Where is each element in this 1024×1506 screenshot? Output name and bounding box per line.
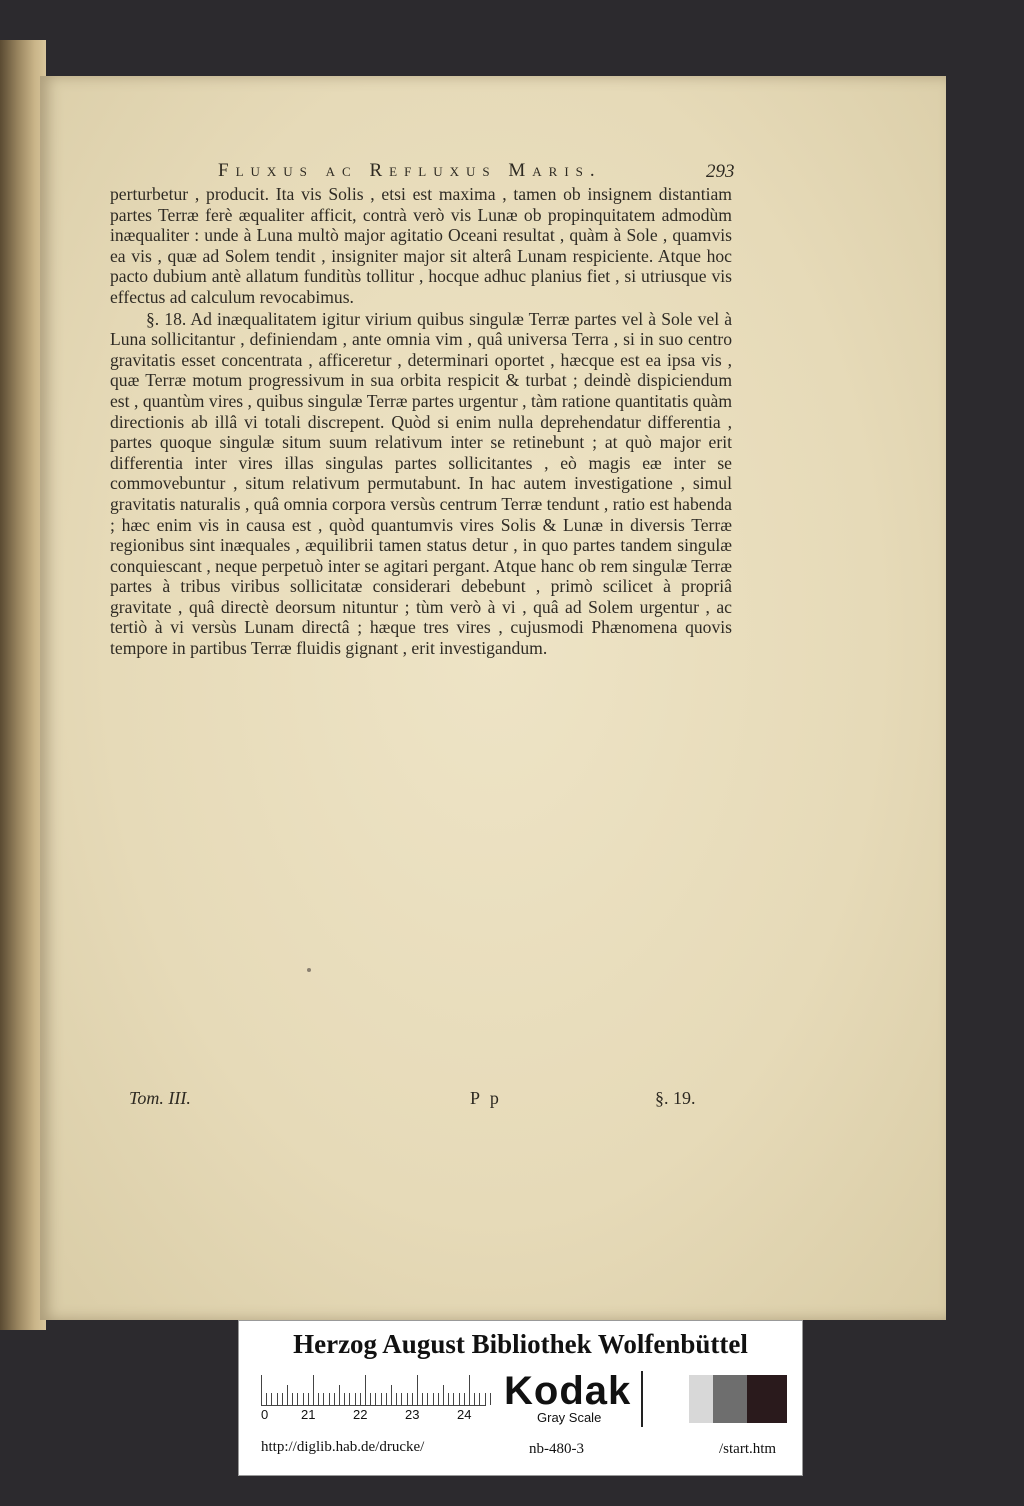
scale-tick: [469, 1375, 470, 1405]
scale-tick: [396, 1393, 397, 1405]
scale-number: 23: [405, 1407, 420, 1422]
gray-swatches: [665, 1375, 787, 1423]
swatch-light: [689, 1375, 713, 1423]
scale-tick: [438, 1393, 439, 1405]
label-start: /start.htm: [719, 1441, 777, 1457]
scale-tick: [266, 1393, 267, 1405]
scale-tick: [453, 1393, 454, 1405]
measure-scale: [261, 1371, 486, 1406]
scale-tick: [422, 1393, 423, 1405]
scale-tick: [386, 1393, 387, 1405]
scale-tick: [308, 1393, 309, 1405]
scale-tick: [464, 1393, 465, 1405]
scale-tick: [407, 1393, 408, 1405]
scale-number: 22: [353, 1407, 368, 1422]
label-url: http://diglib.hab.de/drucke/: [261, 1439, 425, 1455]
divider: [641, 1371, 643, 1427]
scale-tick: [329, 1393, 330, 1405]
scale-tick: [292, 1393, 293, 1405]
paragraph-2: §. 18. Ad inæqualitatem igitur virium quibus singulæ Terræ partes vel à Sole vel à Luna sollicitantur , definiendam , ante omnia vim , quâ universa Terra , si in suo centro gravitatis esset concentrata , afficeretur , determinari oportet , hæcque est ea ipsa vis , quæ Terræ motum progressivum in sua orbita respicit & turbat ; deindè dispiciendum est , quantùm vires , quibus singulæ Terræ partes urgentur , tàm ratione quantitatis quàm directionis ab illâ vi totali discrepent. Quòd si enim nulla deprehendatur differentia , partes quoque singulæ situm suum relativum inter se retinebunt ; at quò major erit differentia inter vires illas singulas partes sollicitantes , eò magis eæ inter se commovebuntur , situm relativum permutabunt. In hac autem investigatione , simul gravitatis naturalis , quâ omnia corpora versùs centrum Terræ tendunt , ratio est habenda ; hæc enim vis in causa est , quòd quantumvis vires Solis & Lunæ in diversis Terræ regionibus sint inæquales , æquilibrii tamen status detur , in quo partes tandem singulæ conquiescant , neque perpetuò inter se agitari pergant. Atque hanc ob rem singulæ Terræ partes à tribus viribus sollicitatæ considerari debebunt , primò scilicet à propriâ gravitate , quâ directè deorsum nituntur ; tùm verò à vi , quâ ad Solem urgentur , ac tertiò à vi versùs Lunam directâ ; hæque tres vires , cujusmodi Phænomena quovis tempore in partibus Terræ fluidis gignant , erit investigandum.: [110, 308, 732, 659]
scale-tick: [401, 1393, 402, 1405]
scale-tick: [370, 1393, 371, 1405]
scale-tick: [485, 1393, 486, 1405]
scale-tick: [381, 1393, 382, 1405]
scale-tick: [448, 1393, 449, 1405]
scale-tick: [323, 1393, 324, 1405]
scale-tick: [443, 1385, 444, 1405]
scale-tick: [427, 1393, 428, 1405]
scale-tick: [297, 1393, 298, 1405]
scale-tick: [355, 1393, 356, 1405]
scale-tick: [479, 1393, 480, 1405]
scale-tick: [459, 1393, 460, 1405]
running-head: Fluxus ac Refluxus Maris.: [218, 160, 602, 181]
scale-tick: [287, 1385, 288, 1405]
scale-number: 24: [457, 1407, 472, 1422]
gathering-signature: P p: [470, 1088, 502, 1108]
scale-tick: [490, 1393, 491, 1405]
scale-tick: [261, 1375, 262, 1405]
speck: [307, 968, 311, 972]
scale-number: 21: [301, 1407, 316, 1422]
scale-tick: [303, 1393, 304, 1405]
scale-tick: [318, 1393, 319, 1405]
swatch-mid: [713, 1375, 747, 1423]
scale-tick: [344, 1393, 345, 1405]
paragraph-1: perturbetur , producit. Ita vis Solis , etsi est maxima , tamen ob insignem distantiam partes Terræ ferè æqualiter afficit, contrà verò vis Lunæ ob propinquitatem admodùm inæqualiter : unde à Luna multò major agitatio Oceani resultat , quàm à Sole , quamvis ea vis , quæ ad Solem tendit , insigniter major sit alterâ Lunam respiciente. Atque hoc pacto dubium antè allatum funditùs tollitur , hocque adhuc planius fiet , si utriusque vis effectus ad calculum revocabimus.: [110, 184, 732, 307]
swatch-dark: [747, 1375, 787, 1423]
scale-tick: [360, 1393, 361, 1405]
page-number: 293: [706, 161, 735, 182]
scale-tick: [339, 1385, 340, 1405]
scale-tick: [474, 1393, 475, 1405]
library-name: Herzog August Bibliothek Wolfenbüttel: [293, 1329, 748, 1359]
page-body: [110, 184, 732, 659]
scale-tick: [433, 1393, 434, 1405]
scale-tick: [277, 1393, 278, 1405]
scale-tick: [375, 1393, 376, 1405]
volume-signature: Tom. III.: [129, 1088, 191, 1108]
catchword: §. 19.: [655, 1088, 696, 1108]
scale-tick: [391, 1385, 392, 1405]
label-id: nb-480-3: [529, 1441, 584, 1457]
kodak-logo: Kodak: [504, 1369, 632, 1413]
scale-tick: [412, 1393, 413, 1405]
gray-scale-label: Gray Scale: [537, 1410, 602, 1425]
scale-tick: [349, 1393, 350, 1405]
scale-tick: [282, 1393, 283, 1405]
scale-tick: [313, 1375, 314, 1405]
scale-tick: [417, 1375, 418, 1405]
scale-number: 0: [261, 1407, 269, 1422]
scale-tick: [365, 1375, 366, 1405]
swatch-white: [665, 1375, 689, 1423]
library-label: [238, 1320, 803, 1476]
scale-tick: [334, 1393, 335, 1405]
scale-tick: [271, 1393, 272, 1405]
